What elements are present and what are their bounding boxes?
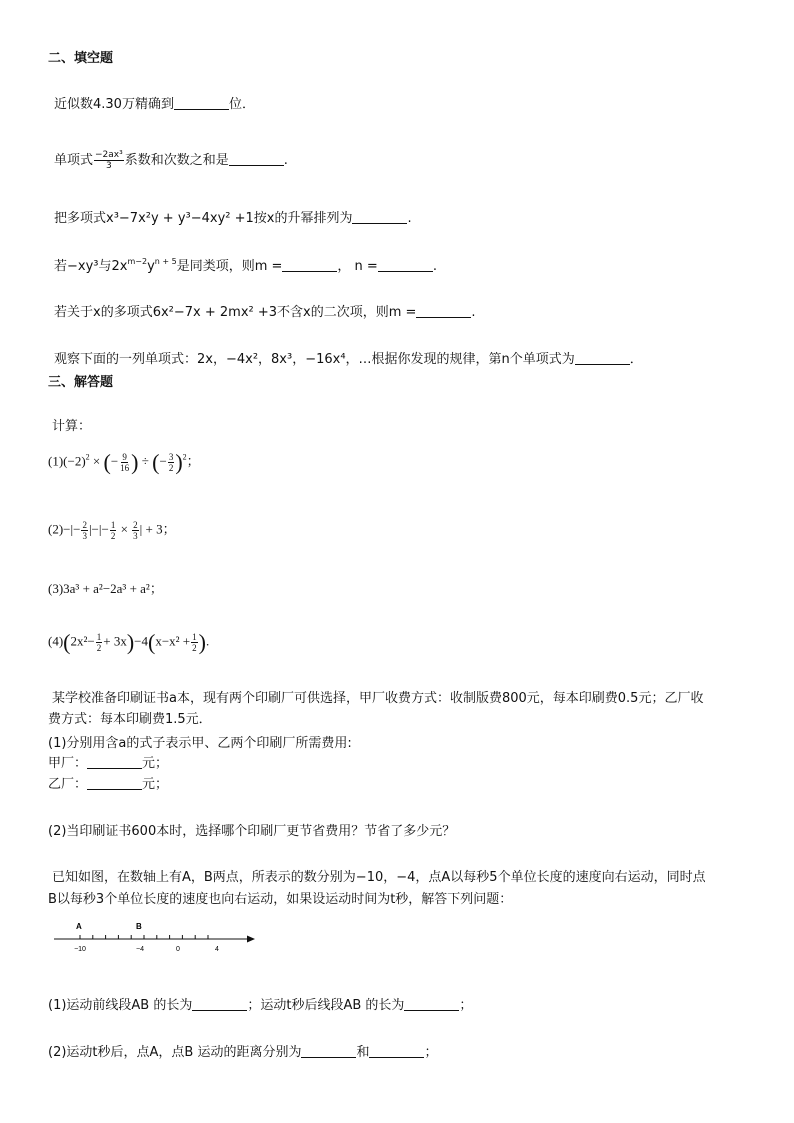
answer-blank[interactable] [87, 777, 142, 790]
fraction: $\frac{9}{16}$ [120, 452, 130, 473]
answer-blank[interactable] [192, 998, 247, 1011]
tick-label-neg10: −10 [74, 946, 86, 953]
calc-intro: 计算： [52, 419, 92, 434]
answer-blank[interactable] [404, 998, 459, 1011]
motion-problem-line1: 已知如图，在数轴上有A，B两点，所表示的数分别为−10，−4，点A以每秒5个单位长度的速度向右运动，同时点 [52, 870, 706, 885]
answer-blank[interactable] [575, 352, 630, 365]
motion-subquestion-1: (1)运动前线段AB 的长为 ；运动t秒后线段AB 的长为 ； [48, 998, 473, 1013]
answer-blank-n[interactable] [378, 259, 433, 272]
question-like-terms: 若−xy³与$2x^{m-2}y^{n + 5}$是同类项，则m = ， n = . [54, 257, 437, 274]
calc-problem-3: (3)3a³ + a²−2a³ + a²； [48, 581, 163, 596]
number-line-ticks [80, 935, 208, 939]
print-jia-answer: 甲厂： 元； [48, 756, 169, 771]
print-problem-line1: 某学校准备印刷证书a本，现有两个印刷厂可供选择，甲厂收费方式：收制版费800元，每本印刷费0.5元；乙厂收 [52, 691, 704, 706]
print-yi-answer: 乙厂： 元； [48, 777, 169, 792]
section3-heading: 三、解答题 [48, 375, 114, 390]
motion-subquestion-2: (2)运动t秒后，点A，点B 运动的距离分别为 和 ； [48, 1045, 438, 1060]
point-b-label: B [136, 922, 142, 931]
motion-problem-line2: B以每秒3个单位长度的速度也向右运动，如果设运动时间为t秒，解答下列问题： [48, 892, 513, 907]
fraction: $\frac{2}{3}$ [133, 520, 138, 541]
section2-heading: 二、填空题 [48, 51, 114, 66]
point-a-label: A [76, 922, 82, 931]
answer-blank[interactable] [229, 153, 284, 166]
answer-blank[interactable] [174, 97, 229, 110]
answer-blank[interactable] [301, 1045, 356, 1058]
print-subquestion-1: (1)分别用含a的式子表示甲、乙两个印刷厂所需费用: [48, 736, 352, 751]
question-no-quadratic: 若关于x的多项式6x²−7x + 2mx² +3不含x的二次项，则m = . [54, 305, 476, 320]
answer-blank[interactable] [352, 211, 407, 224]
print-problem-line2: 费方式：每本印刷费1.5元． [48, 712, 212, 727]
calc-problem-1: $(1)(-2)^2$ × (− $\frac{9}{16}$ ) ÷ (− $\frac{3}{2}$ )$^2$； [48, 449, 200, 475]
fraction: $\frac{1}{2}$ [110, 520, 116, 541]
fraction: $\frac{1}{2}$ [96, 632, 102, 653]
answer-blank-m[interactable] [282, 259, 337, 272]
print-subquestion-2: (2)当印刷证书600本时，选择哪个印刷厂更节省费用？节省了多少元？ [48, 824, 456, 839]
tick-label-4: 4 [215, 946, 219, 953]
fraction: $\frac{\text{−2ax³}}{3}$ [95, 150, 123, 171]
question-pattern: 观察下面的一列单项式：2x，−4x²，8x³，−16x⁴，…根据你发现的规律，第n个单项式为 ． [54, 352, 643, 367]
question-ascending-order: 把多项式x³−7x²y + y³−4xy² +1按x的升幂排列为 . [54, 211, 412, 226]
fraction: $\frac{3}{2}$ [168, 452, 174, 473]
answer-blank[interactable] [369, 1045, 424, 1058]
tick-label-0: 0 [176, 946, 180, 953]
answer-blank[interactable] [87, 756, 142, 769]
number-line-arrow [247, 936, 255, 943]
fraction: $\frac{1}{2}$ [192, 632, 197, 653]
answer-blank[interactable] [416, 305, 471, 318]
calc-problem-2: (2)−|− $\frac{2}{3}$ |−|− $\frac{1}{2}$ × $\frac{2}{3}$ | + 3； [48, 520, 176, 541]
number-line-figure [52, 920, 262, 960]
question-monomial-coefficient: 单项式 $\frac{\text{−2ax³}}{3}$ 系数和次数之和是 . [54, 150, 288, 171]
question-precision: 近似数4.30万精确到 位． [54, 97, 255, 112]
tick-label-neg4: −4 [136, 946, 144, 953]
fraction: $\frac{2}{3}$ [82, 520, 87, 541]
calc-problem-4: (4)(2x²− $\frac{1}{2}$ + 3x)−4(x−x² + $\frac{1}{2}$ ). [48, 629, 210, 655]
